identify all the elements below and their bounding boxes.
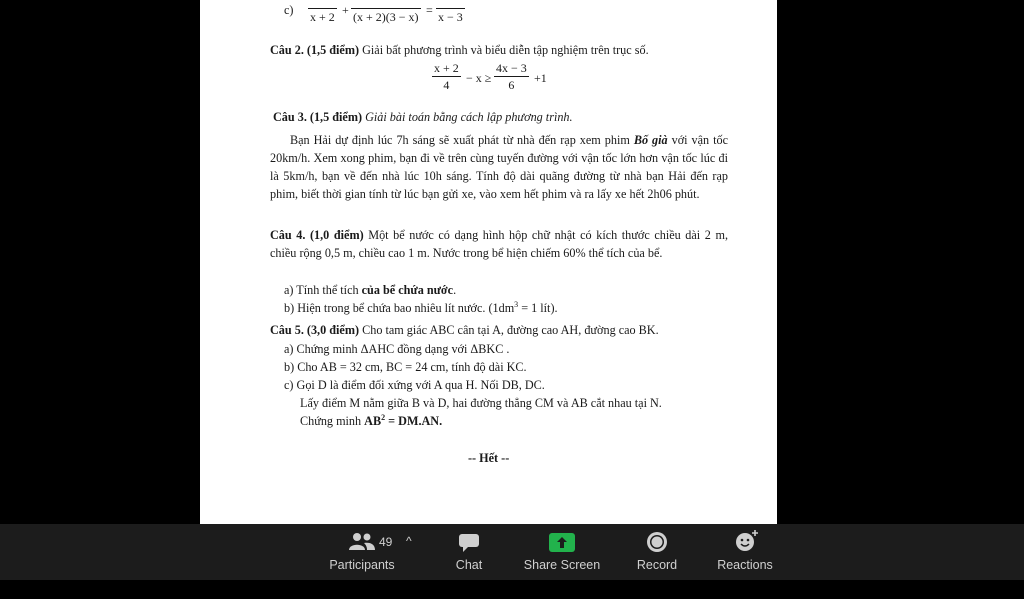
- meeting-toolbar: [0, 524, 1024, 580]
- q5-part-c: c) Gọi D là điểm đối xứng với A qua H. Nối DB, DC.: [284, 378, 545, 392]
- q5-text: Cho tam giác ABC cân tại A, đường cao AH, đường cao BK.: [359, 323, 659, 337]
- participants-icon: [348, 532, 376, 552]
- participants-label: Participants: [329, 558, 395, 572]
- record-button[interactable]: [626, 524, 688, 580]
- caret-up-icon: ^: [406, 534, 412, 548]
- share-screen-button[interactable]: [514, 524, 610, 580]
- reactions-button[interactable]: [708, 524, 782, 580]
- q5-heading: [270, 321, 659, 339]
- q3-title: Câu 3. (1,5 điểm): [273, 110, 363, 124]
- chat-button[interactable]: [438, 524, 500, 580]
- q1c-frac1: x + 2: [310, 10, 335, 24]
- q1c-frac2: (x + 2)(3 − x): [353, 10, 419, 24]
- record-label: Record: [636, 558, 678, 572]
- chat-icon: [458, 533, 480, 553]
- q4-text: Một bể nước có dạng hình hộp chữ nhật có kích thước chiều dài 2 m, chiều rộng 0,5 m, chiều cao 1 m. Nước trong bể hiện chiếm 60% thể tích của bể.: [270, 228, 728, 260]
- reactions-label: Reactions: [717, 558, 773, 572]
- q2-text: Giải bất phương trình và biểu diễn tập nghiệm trên trục số.: [359, 43, 649, 57]
- chat-label: Chat: [455, 558, 483, 572]
- share-screen-label: Share Screen: [523, 558, 601, 572]
- q1c-frac3: x − 3: [438, 10, 463, 24]
- q2-title: Câu 2. (1,5 điểm): [270, 43, 360, 57]
- q3-subtitle: Giải bài toán bằng cách lập phương trình.: [362, 110, 573, 124]
- record-icon: [646, 531, 668, 553]
- participants-count: 49: [379, 535, 393, 549]
- q1c-equals: =: [426, 3, 433, 17]
- q3-heading: [273, 108, 573, 126]
- participants-options-caret[interactable]: [404, 524, 418, 580]
- q3-para-after: với vận tốc 20km/h. Xem xong phim, bạn đi về trên cùng tuyến đường với vận tốc lớn hơn vận tốc lúc đi là 5km/h, bạn về đến nhà lúc 10h sáng. Tính độ dài quãng đường từ nhà bạn Hải đến rạp phim, biết thời gian tính từ lúc bạn gửi xe, vào xem hết phim và ra lấy xe hết 2h06 phút.: [270, 133, 728, 201]
- share-screen-icon: [549, 533, 575, 553]
- q5-part-c-line2: Lấy điểm M nằm giữa B và D, hai đường thẳng CM và AB cắt nhau tại N.: [300, 396, 662, 410]
- q3-movie: Bố già: [633, 133, 668, 147]
- end-marker: -- Hết --: [468, 451, 510, 465]
- participants-button[interactable]: [318, 524, 406, 580]
- bottom-strip: [0, 580, 1024, 599]
- q4-title: Câu 4. (1,0 điểm): [270, 228, 364, 242]
- q5-part-b: b) Cho AB = 32 cm, BC = 24 cm, tính độ dài KC.: [284, 360, 527, 374]
- q3-para-before: Bạn Hải dự định lúc 7h sáng sẽ xuất phát từ nhà đến rạp xem phim: [290, 133, 634, 147]
- q3-paragraph: [270, 131, 728, 203]
- q1c-plus: +: [342, 3, 349, 17]
- q2-lhs-fraction: $\frac{x + 2}{4}$: [434, 61, 459, 92]
- q5-part-c-line3: Chứng minh $AB^2 = DM.AN$.: [300, 412, 443, 428]
- q4-paragraph: [270, 226, 728, 262]
- q1c-label: c): [284, 3, 294, 17]
- q2-tail: +1: [534, 71, 547, 85]
- q4-part-b: b) Hiện trong bể chứa bao nhiêu lít nước. ($1dm^3 = 1$ lít).: [284, 299, 558, 315]
- q5-part-a: a) Chứng minh ΔAHC đồng dạng với ΔBKC .: [284, 342, 510, 356]
- q2-rhs-fraction: $\frac{4x - 3}{6}$: [496, 61, 527, 92]
- shared-document: [200, 0, 777, 524]
- q2-mid: − x ≥: [466, 71, 492, 85]
- q2-line: [270, 41, 649, 59]
- q5-title: Câu 5. (3,0 điểm): [270, 323, 360, 337]
- reactions-icon: [735, 529, 761, 553]
- q4-part-a: a) Tính thể tích của bể chứa nước.: [284, 283, 457, 297]
